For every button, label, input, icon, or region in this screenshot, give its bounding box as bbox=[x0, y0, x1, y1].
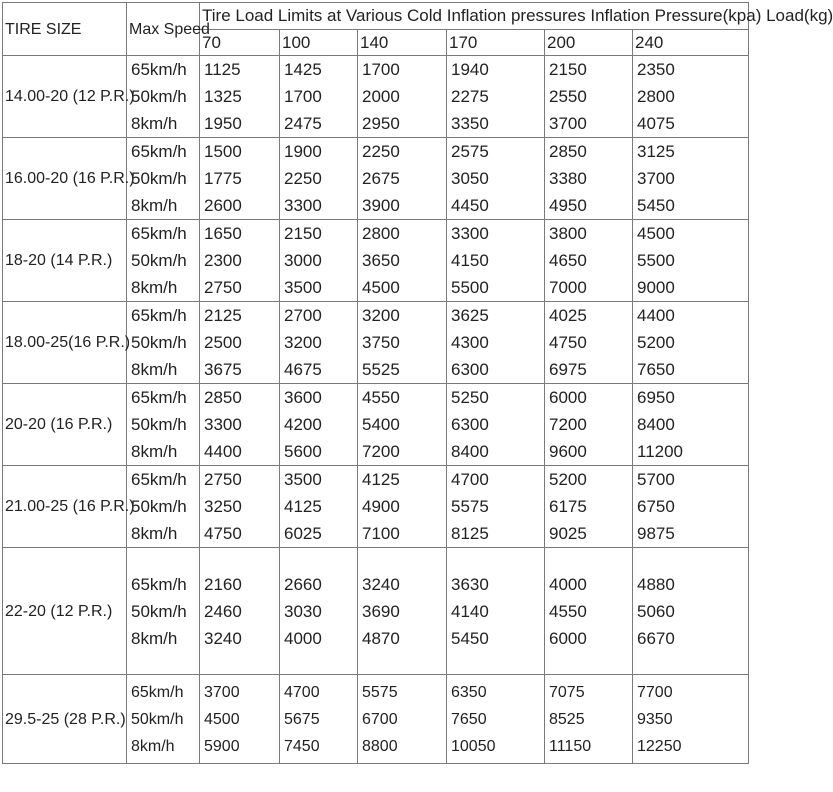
load-value: 4550 bbox=[362, 388, 400, 407]
speed-value: 8km/h bbox=[131, 442, 178, 461]
load-value: 2850 bbox=[204, 388, 242, 407]
load-value: 3200 bbox=[362, 306, 400, 325]
load-value: 4950 bbox=[549, 196, 587, 215]
load-value: 2000 bbox=[362, 87, 400, 106]
load-value: 1700 bbox=[362, 60, 400, 79]
speed-value: 50km/h bbox=[131, 415, 187, 434]
table-row bbox=[3, 675, 749, 764]
load-value: 5450 bbox=[451, 628, 489, 648]
load-value: 1940 bbox=[451, 60, 489, 79]
load-value: 5060 bbox=[637, 601, 675, 621]
load-value: 11200 bbox=[637, 442, 684, 461]
header-pressure: 100 bbox=[280, 30, 358, 56]
load-value: 4880 bbox=[637, 574, 675, 594]
load-value: 4025 bbox=[549, 306, 587, 325]
load-value: 9875 bbox=[637, 524, 675, 543]
load-cell bbox=[447, 138, 545, 220]
tire-size-cell: 18.00-25(16 P.R.) bbox=[3, 302, 127, 384]
speed-value: 50km/h bbox=[131, 601, 187, 621]
load-value: 3630 bbox=[451, 574, 489, 594]
table-row bbox=[3, 466, 749, 548]
load-value: 4140 bbox=[451, 601, 489, 621]
load-value: 5200 bbox=[637, 333, 675, 352]
load-cell bbox=[545, 384, 633, 466]
load-value: 4150 bbox=[451, 251, 489, 270]
speed-value: 65km/h bbox=[131, 306, 187, 325]
load-value: 5250 bbox=[451, 388, 489, 407]
load-cell bbox=[447, 548, 545, 675]
load-value: 5700 bbox=[637, 470, 675, 489]
load-value: 3650 bbox=[362, 251, 400, 270]
load-value: 2460 bbox=[204, 601, 242, 621]
header-pressure: 200 bbox=[545, 30, 633, 56]
load-value: 3700 bbox=[549, 114, 587, 133]
load-cell bbox=[545, 220, 633, 302]
load-cell bbox=[545, 138, 633, 220]
speed-value: 65km/h bbox=[131, 60, 187, 79]
header-title: Tire Load Limits at Various Cold Inflation pressures Inflation Pressure(kpa) Load(kg) bbox=[200, 3, 749, 30]
load-value: 6950 bbox=[637, 388, 675, 407]
load-value: 3240 bbox=[362, 574, 400, 594]
load-value: 1325 bbox=[204, 87, 242, 106]
load-value: 4400 bbox=[204, 442, 242, 461]
load-cell bbox=[200, 466, 280, 548]
load-value: 3030 bbox=[284, 601, 322, 621]
load-value: 6350 bbox=[451, 683, 487, 701]
load-value: 6000 bbox=[549, 388, 587, 407]
load-value: 2850 bbox=[549, 142, 587, 161]
load-value: 2550 bbox=[549, 87, 587, 106]
max-speed-cell bbox=[127, 138, 200, 220]
load-cell bbox=[200, 56, 280, 138]
load-value: 4650 bbox=[549, 251, 587, 270]
load-value: 3300 bbox=[451, 224, 489, 243]
load-value: 7700 bbox=[637, 683, 673, 701]
load-value: 1125 bbox=[204, 60, 241, 79]
load-cell bbox=[358, 56, 447, 138]
load-value: 2475 bbox=[284, 114, 322, 133]
load-value: 4500 bbox=[362, 278, 400, 297]
header-pressure: 70 bbox=[200, 30, 280, 56]
load-value: 9000 bbox=[637, 278, 675, 297]
load-cell bbox=[447, 466, 545, 548]
load-value: 4500 bbox=[204, 710, 240, 728]
speed-value: 8km/h bbox=[131, 628, 178, 648]
load-value: 3500 bbox=[284, 278, 322, 297]
load-cell bbox=[358, 302, 447, 384]
load-value: 5575 bbox=[362, 683, 398, 701]
load-value: 2575 bbox=[451, 142, 489, 161]
load-cell bbox=[200, 302, 280, 384]
load-value: 3750 bbox=[362, 333, 400, 352]
tire-load-table bbox=[2, 2, 833, 764]
speed-value: 65km/h bbox=[131, 224, 187, 243]
load-value: 4700 bbox=[284, 683, 320, 701]
load-value: 6025 bbox=[284, 524, 322, 543]
load-value: 6300 bbox=[451, 415, 489, 434]
load-value: 2600 bbox=[204, 196, 242, 215]
speed-value: 65km/h bbox=[131, 470, 187, 489]
load-value: 3300 bbox=[204, 415, 242, 434]
load-value: 2500 bbox=[204, 333, 242, 352]
load-value: 2350 bbox=[637, 60, 675, 79]
load-cell bbox=[358, 220, 447, 302]
load-cell bbox=[358, 138, 447, 220]
load-value: 4300 bbox=[451, 333, 489, 352]
speed-value: 8km/h bbox=[131, 114, 178, 133]
load-value: 4000 bbox=[549, 574, 587, 594]
tire-size-cell: 21.00-25 (16 P.R.) bbox=[3, 466, 127, 548]
load-value: 4675 bbox=[284, 360, 322, 379]
table-row bbox=[3, 220, 749, 302]
load-value: 3300 bbox=[284, 196, 322, 215]
load-value: 7200 bbox=[362, 442, 400, 461]
load-value: 1950 bbox=[204, 114, 242, 133]
load-value: 6750 bbox=[637, 497, 675, 516]
load-value: 12250 bbox=[637, 737, 682, 755]
load-cell bbox=[545, 302, 633, 384]
load-value: 4870 bbox=[362, 628, 400, 648]
load-value: 4125 bbox=[284, 497, 322, 516]
load-value: 5600 bbox=[284, 442, 322, 461]
load-value: 3625 bbox=[451, 306, 489, 325]
load-value: 4075 bbox=[637, 114, 675, 133]
load-cell bbox=[633, 384, 749, 466]
load-value: 4000 bbox=[284, 628, 322, 648]
load-value: 2150 bbox=[284, 224, 322, 243]
load-value: 1700 bbox=[284, 87, 322, 106]
load-cell bbox=[358, 384, 447, 466]
load-value: 4550 bbox=[549, 601, 587, 621]
load-cell bbox=[200, 675, 280, 764]
load-value: 2700 bbox=[284, 306, 322, 325]
load-cell bbox=[200, 220, 280, 302]
load-value: 8800 bbox=[362, 737, 398, 755]
speed-value: 8km/h bbox=[131, 360, 178, 379]
tire-size-cell: 29.5-25 (28 P.R.) bbox=[3, 675, 127, 764]
load-cell bbox=[200, 138, 280, 220]
tire-size-cell: 16.00-20 (16 P.R.) bbox=[3, 138, 127, 220]
load-cell bbox=[633, 56, 749, 138]
load-cell bbox=[200, 548, 280, 675]
speed-value: 50km/h bbox=[131, 169, 187, 188]
load-cell bbox=[633, 302, 749, 384]
max-speed-cell bbox=[127, 675, 200, 764]
load-cell bbox=[280, 548, 358, 675]
load-value: 4900 bbox=[362, 497, 400, 516]
load-value: 5500 bbox=[637, 251, 675, 270]
load-cell bbox=[633, 220, 749, 302]
load-value: 5900 bbox=[204, 737, 240, 755]
load-value: 4500 bbox=[637, 224, 675, 243]
table-row bbox=[3, 384, 749, 466]
load-cell bbox=[280, 302, 358, 384]
load-value: 2950 bbox=[362, 114, 400, 133]
load-value: 2660 bbox=[284, 574, 322, 594]
load-value: 1775 bbox=[204, 169, 242, 188]
load-value: 8525 bbox=[549, 710, 585, 728]
tire-size-cell: 22-20 (12 P.R.) bbox=[3, 548, 127, 675]
speed-value: 50km/h bbox=[131, 497, 187, 516]
load-value: 3050 bbox=[451, 169, 489, 188]
load-value: 3600 bbox=[284, 388, 322, 407]
load-value: 2750 bbox=[204, 278, 242, 297]
tire-size-cell: 18-20 (14 P.R.) bbox=[3, 220, 127, 302]
max-speed-cell bbox=[127, 56, 200, 138]
load-cell bbox=[280, 220, 358, 302]
load-cell bbox=[358, 548, 447, 675]
load-value: 5400 bbox=[362, 415, 400, 434]
table-row bbox=[3, 548, 749, 675]
load-cell bbox=[633, 548, 749, 675]
load-value: 2250 bbox=[284, 169, 322, 188]
load-value: 1650 bbox=[204, 224, 242, 243]
load-value: 6300 bbox=[451, 360, 489, 379]
load-cell bbox=[633, 466, 749, 548]
load-value: 4450 bbox=[451, 196, 489, 215]
max-speed-cell bbox=[127, 548, 200, 675]
load-cell bbox=[447, 220, 545, 302]
speed-value: 8km/h bbox=[131, 737, 175, 755]
load-cell bbox=[280, 675, 358, 764]
load-value: 8125 bbox=[451, 524, 489, 543]
load-value: 3125 bbox=[637, 142, 675, 161]
load-cell bbox=[545, 466, 633, 548]
load-value: 9600 bbox=[549, 442, 587, 461]
tire-size-cell: 14.00-20 (12 P.R.) bbox=[3, 56, 127, 138]
load-cell bbox=[280, 384, 358, 466]
load-cell bbox=[447, 675, 545, 764]
load-value: 3500 bbox=[284, 470, 322, 489]
load-value: 6175 bbox=[549, 497, 587, 516]
load-cell bbox=[545, 56, 633, 138]
header-pressure: 140 bbox=[358, 30, 447, 56]
load-value: 2675 bbox=[362, 169, 400, 188]
load-cell bbox=[280, 138, 358, 220]
load-value: 4125 bbox=[362, 470, 400, 489]
load-value: 4700 bbox=[451, 470, 489, 489]
speed-value: 65km/h bbox=[131, 683, 184, 701]
table-row bbox=[3, 302, 749, 384]
load-cell bbox=[358, 675, 447, 764]
load-cell bbox=[633, 675, 749, 764]
load-value: 8400 bbox=[637, 415, 675, 434]
load-value: 3690 bbox=[362, 601, 400, 621]
load-cell bbox=[280, 466, 358, 548]
load-value: 3380 bbox=[549, 169, 587, 188]
tire-size-cell: 20-20 (16 P.R.) bbox=[3, 384, 127, 466]
speed-value: 8km/h bbox=[131, 278, 178, 297]
max-speed-cell bbox=[127, 302, 200, 384]
load-value: 5525 bbox=[362, 360, 400, 379]
load-value: 3240 bbox=[204, 628, 242, 648]
load-value: 1900 bbox=[284, 142, 322, 161]
header-tire-size: TIRE SIZE bbox=[3, 3, 127, 56]
load-cell bbox=[633, 138, 749, 220]
load-value: 2300 bbox=[204, 251, 242, 270]
load-value: 3800 bbox=[549, 224, 587, 243]
load-value: 3000 bbox=[284, 251, 322, 270]
load-value: 2125 bbox=[204, 306, 242, 325]
load-value: 3250 bbox=[204, 497, 242, 516]
load-cell bbox=[545, 548, 633, 675]
load-value: 8400 bbox=[451, 442, 489, 461]
load-value: 2800 bbox=[637, 87, 675, 106]
load-cell bbox=[545, 675, 633, 764]
load-value: 4750 bbox=[549, 333, 587, 352]
load-value: 5575 bbox=[451, 497, 489, 516]
load-value: 2750 bbox=[204, 470, 242, 489]
speed-value: 8km/h bbox=[131, 524, 178, 543]
load-value: 7100 bbox=[362, 524, 400, 543]
load-value: 6975 bbox=[549, 360, 587, 379]
load-value: 11150 bbox=[549, 737, 592, 755]
load-value: 7200 bbox=[549, 415, 587, 434]
load-value: 6000 bbox=[549, 628, 587, 648]
load-value: 4750 bbox=[204, 524, 242, 543]
load-value: 7075 bbox=[549, 683, 585, 701]
load-value: 7000 bbox=[549, 278, 587, 297]
speed-value: 50km/h bbox=[131, 333, 187, 352]
max-speed-cell bbox=[127, 466, 200, 548]
load-cell bbox=[358, 466, 447, 548]
load-value: 5675 bbox=[284, 710, 320, 728]
load-value: 2275 bbox=[451, 87, 489, 106]
speed-value: 65km/h bbox=[131, 388, 187, 407]
load-value: 4400 bbox=[637, 306, 675, 325]
load-value: 7650 bbox=[637, 360, 675, 379]
load-value: 5200 bbox=[549, 470, 587, 489]
load-value: 2250 bbox=[362, 142, 400, 161]
speed-value: 65km/h bbox=[131, 142, 187, 161]
load-value: 3900 bbox=[362, 196, 400, 215]
load-value: 7650 bbox=[451, 710, 487, 728]
speed-value: 50km/h bbox=[131, 251, 187, 270]
load-cell bbox=[447, 384, 545, 466]
max-speed-cell bbox=[127, 384, 200, 466]
load-value: 1500 bbox=[204, 142, 242, 161]
load-value: 5450 bbox=[637, 196, 675, 215]
load-value: 3675 bbox=[204, 360, 242, 379]
load-value: 6700 bbox=[362, 710, 398, 728]
load-value: 9025 bbox=[549, 524, 587, 543]
load-value: 5500 bbox=[451, 278, 489, 297]
header-pressure: 240 bbox=[633, 30, 749, 56]
load-value: 9350 bbox=[637, 710, 673, 728]
table-row bbox=[3, 56, 749, 138]
load-value: 3200 bbox=[284, 333, 322, 352]
table-row bbox=[3, 138, 749, 220]
load-value: 7450 bbox=[284, 737, 320, 755]
speed-value: 8km/h bbox=[131, 196, 178, 215]
load-value: 3700 bbox=[637, 169, 675, 188]
load-value: 2160 bbox=[204, 574, 242, 594]
header-pressure: 170 bbox=[447, 30, 545, 56]
load-cell bbox=[447, 302, 545, 384]
load-cell bbox=[200, 384, 280, 466]
speed-value: 50km/h bbox=[131, 87, 187, 106]
load-value: 3700 bbox=[204, 683, 240, 701]
max-speed-cell bbox=[127, 220, 200, 302]
load-cell bbox=[447, 56, 545, 138]
load-value: 3350 bbox=[451, 114, 489, 133]
load-cell bbox=[280, 56, 358, 138]
load-value: 4200 bbox=[284, 415, 322, 434]
load-value: 10050 bbox=[451, 737, 496, 755]
load-value: 1425 bbox=[284, 60, 322, 79]
load-value: 2800 bbox=[362, 224, 400, 243]
speed-value: 65km/h bbox=[131, 574, 187, 594]
header-max-speed: Max Speed bbox=[127, 3, 200, 56]
load-value: 6670 bbox=[637, 628, 675, 648]
speed-value: 50km/h bbox=[131, 710, 184, 728]
load-value: 2150 bbox=[549, 60, 587, 79]
